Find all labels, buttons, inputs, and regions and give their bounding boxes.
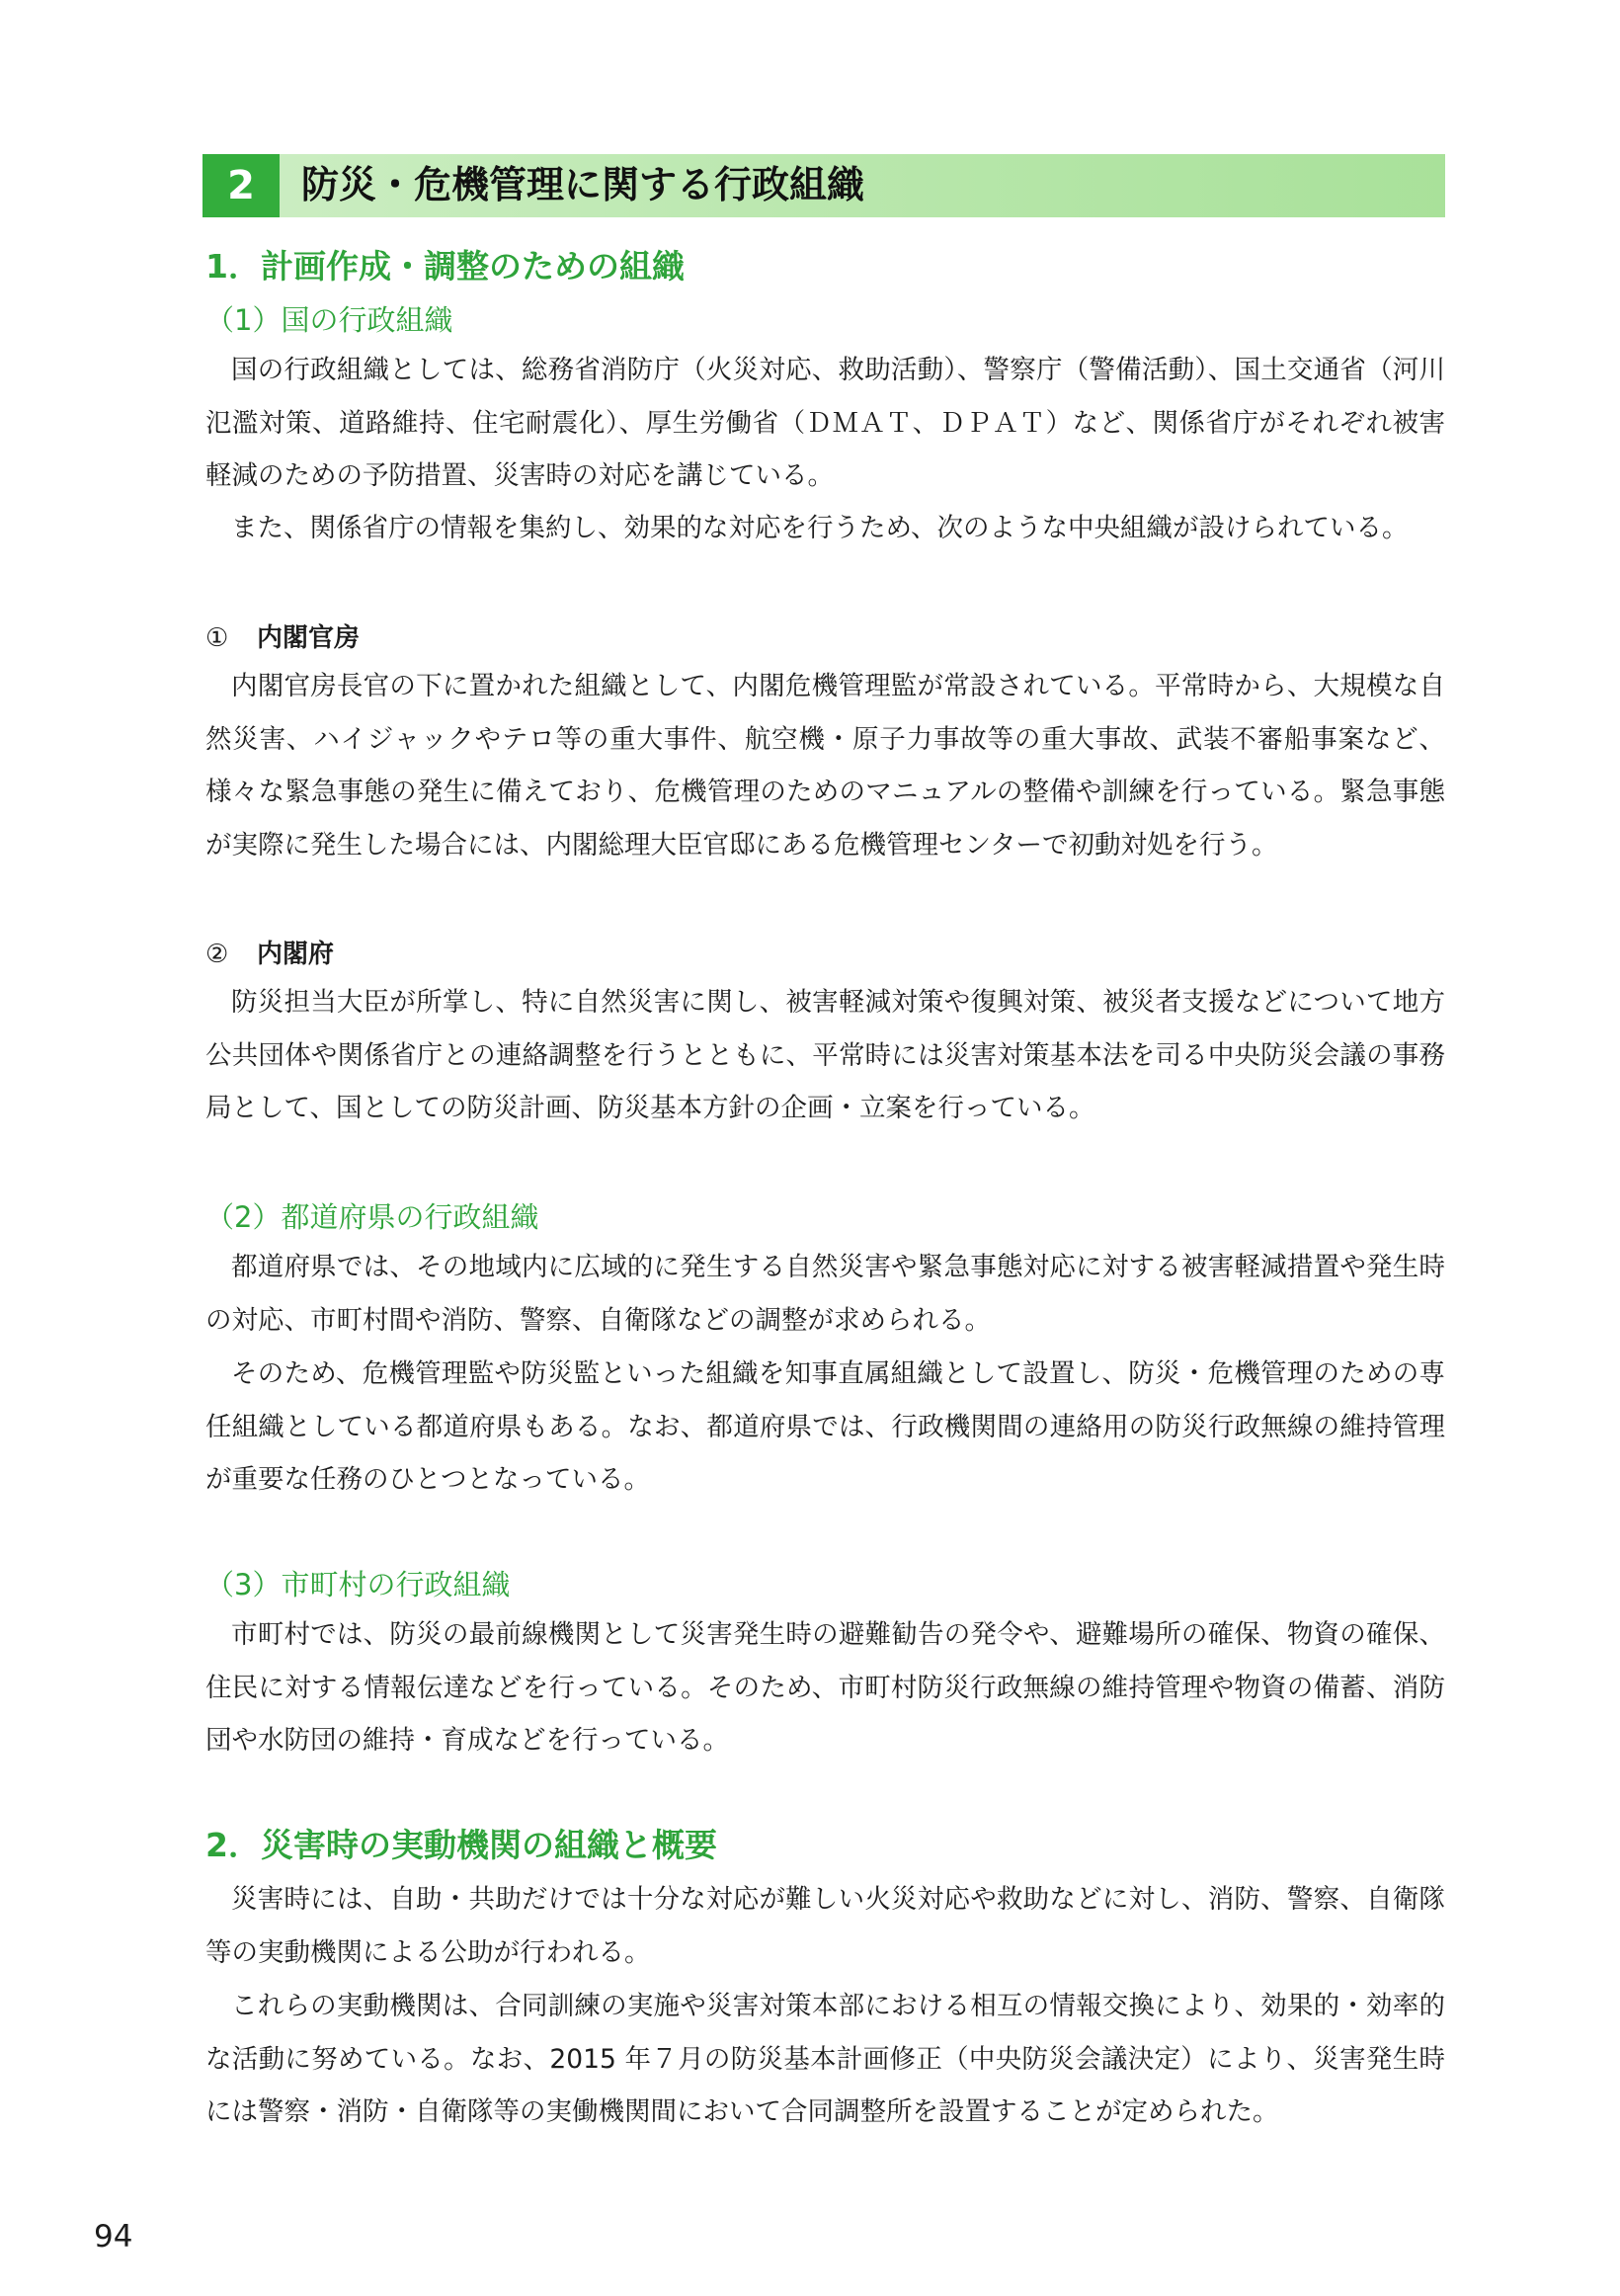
paragraph: 内閣官房長官の下に置かれた組織として、内閣危機管理監が常設されている。平常時から、大規模な自然災害、ハイジャックやテロ等の重大事件、航空機・原子力事故等の重大事故、武装不審船事案など、様々な緊急事態の発生に備えており、危機管理のためのマニュアルの整備や訓練を行っている。緊急事態が実際に発生した場合には、内閣総理大臣官邸にある危機管理センターで初動対処を行う。: [205, 671, 1445, 861]
paragraph: 国の行政組織としては、総務省消防庁（火災対応、救助活動）、警察庁（警備活動）、国土交通省（河川氾濫対策、道路維持、住宅耐震化）、厚生労働省（ＤＭＡＴ、ＤＰＡＴ）など、関係省庁がそれぞれ被害軽減のための予防措置、災害時の対応を講じている。: [205, 355, 1445, 491]
item-mark: ②: [205, 940, 229, 969]
paragraph: そのため、危機管理監や防災監といった組織を知事直属組織として設置し、防災・危機管理のための専任組織としている都道府県もある。なお、都道府県では、行政機関間の連絡用の防災行政無線の維持管理が重要な任務のひとつとなっている。: [205, 1358, 1445, 1495]
paragraph: 市町村では、防災の最前線機関として災害発生時の避難勧告の発令や、避難場所の確保、物資の確保、住民に対する情報伝達などを行っている。そのため、市町村防災行政無線の維持管理や物資の備蓄、消防団や水防団の維持・育成などを行っている。: [205, 1619, 1445, 1756]
paragraph: 災害時には、自助・共助だけでは十分な対応が難しい火災対応や救助などに対し、消防、警察、自衛隊等の実動機関による公助が行われる。: [205, 1884, 1445, 1968]
section-heading: 2．災害時の実動機関の組織と概要: [205, 1826, 717, 1864]
paragraph: 防災担当大臣が所掌し、特に自然災害に関し、被害軽減対策や復興対策、被災者支援などについて地方公共団体や関係省庁との連絡調整を行うとともに、平常時には災害対策基本法を司る中央防災会議の事務局として、国としての防災計画、防災基本方針の企画・立案を行っている。: [205, 987, 1445, 1123]
paragraph: これらの実動機関は、合同訓練の実施や災害対策本部における相互の情報交換により、効果的・効率的な活動に努めている。なお、2015 年７月の防災基本計画修正（中央防災会議決定）により、災害発生時には警察・消防・自衛隊等の実働機関間において合同調整所を設置することが定められた。: [205, 1991, 1445, 2127]
paragraph: また、関係省庁の情報を集約し、効果的な対応を行うため、次のような中央組織が設けられている。: [231, 513, 1409, 543]
item-heading: [205, 937, 334, 972]
chapter-header: [202, 154, 1445, 217]
item-heading-label: 内閣府: [257, 940, 335, 969]
item-heading: [205, 620, 360, 656]
subsection-heading: （1）国の行政組織: [205, 303, 453, 337]
item-mark: ①: [205, 623, 229, 653]
chapter-number: 2: [202, 154, 280, 217]
chapter-title: 防災・危機管理に関する行政組織: [301, 163, 865, 206]
page-number: 94: [94, 2219, 133, 2255]
item-heading-label: 内閣官房: [257, 623, 361, 653]
section-heading: 1．計画作成・調整のための組織: [205, 247, 685, 286]
paragraph: 都道府県では、その地域内に広域的に発生する自然災害や緊急事態対応に対する被害軽減措置や発生時の対応、市町村間や消防、警察、自衛隊などの調整が求められる。: [205, 1252, 1445, 1336]
subsection-heading: （2）都道府県の行政組織: [205, 1200, 539, 1234]
subsection-heading: （3）市町村の行政組織: [205, 1568, 511, 1601]
